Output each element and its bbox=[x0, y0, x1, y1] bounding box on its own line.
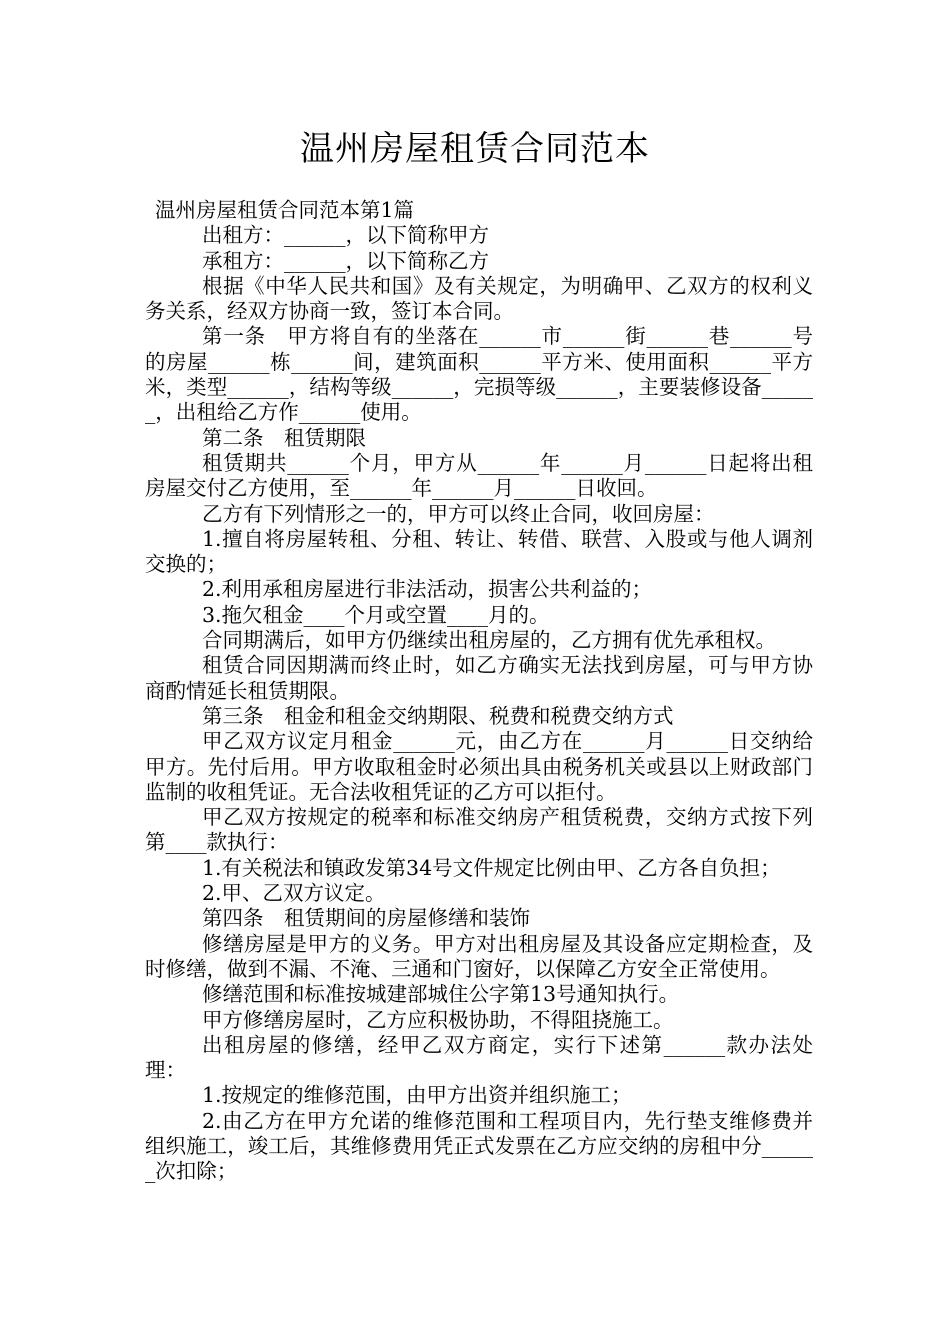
article-1-paragraph: 第一条 甲方将自有的坐落在______市______街______巷______号的房屋______栋______间，建筑面积______平方米、使用面积______平方米，类型______，结构等级______，完损等级______，主要装修设备______，出租给乙方作______使用。 bbox=[145, 324, 813, 425]
document-title: 温州房屋租赁合同范本 bbox=[300, 129, 650, 169]
repair-item-2: 2.由乙方在甲方允诺的维修范围和工程项目内，先行垫支维修费并组织施工，竣工后，其维修费用凭正式发票在乙方应交纳的房租中分______次扣除； bbox=[145, 1108, 813, 1184]
document-body bbox=[145, 198, 813, 1185]
tax-item-1: 1.有关税法和镇政发第34号文件规定比例由甲、乙方各自负担； bbox=[202, 855, 781, 880]
termination-item-2: 2.利用承租房屋进行非法活动，损害公共利益的； bbox=[202, 577, 653, 602]
termination-item-3: 3.拖欠租金____个月或空置____月的。 bbox=[202, 602, 550, 627]
lease-term-paragraph: 租赁期共______个月，甲方从______年______月______日起将出租房屋交付乙方使用，至______年______月______日收回。 bbox=[145, 450, 813, 501]
repair-method-paragraph: 出租房屋的修缮，经甲乙双方商定，实行下述第______款办法处理： bbox=[145, 1032, 813, 1083]
section-subtitle: 温州房屋租赁合同范本第1篇 bbox=[155, 198, 415, 222]
tax-item-2: 2.甲、乙双方议定。 bbox=[202, 881, 386, 906]
termination-item-1: 1.擅自将房屋转租、分租、转让、转借、联营、入股或与他人调剂交换的； bbox=[145, 526, 813, 577]
article-4-heading: 第四条 租赁期间的房屋修缮和装饰 bbox=[202, 906, 530, 931]
article-2-heading: 第二条 租赁期限 bbox=[202, 425, 366, 450]
repair-scope-paragraph: 修缮范围和标准按城建部城住公字第13号通知执行。 bbox=[202, 982, 680, 1007]
rent-payment-paragraph: 甲乙双方议定月租金______元，由乙方在______月______日交纳给甲方。先付后用。甲方收取租金时必须出具由税务机关或县以上财政部门监制的收租凭证。无合法收租凭证的乙方可以拒付。 bbox=[145, 729, 813, 804]
repair-item-1: 1.按规定的维修范围，由甲方出资并组织施工； bbox=[202, 1083, 632, 1108]
lessee-line: 承租方：______，以下简称乙方 bbox=[202, 248, 489, 273]
preamble-paragraph: 根据《中华人民共和国》及有关规定，为明确甲、乙双方的权利义务关系，经双方协商一致，签订本合同。 bbox=[145, 273, 813, 324]
extension-paragraph: 租赁合同因期满而终止时，如乙方确实无法找到房屋，可与甲方协商酌情延长租赁期限。 bbox=[145, 653, 813, 703]
renewal-priority-paragraph: 合同期满后，如甲方仍继续出租房屋的，乙方拥有优先承租权。 bbox=[202, 628, 776, 653]
article-3-heading: 第三条 租金和租金交纳期限、税费和税费交纳方式 bbox=[202, 703, 674, 728]
lessor-line: 出租方：______，以下简称甲方 bbox=[202, 223, 489, 248]
termination-intro-paragraph: 乙方有下列情形之一的，甲方可以终止合同，收回房屋： bbox=[202, 501, 715, 526]
tax-paragraph: 甲乙双方按规定的税率和标准交纳房产租赁税费，交纳方式按下列第____款执行： bbox=[145, 805, 813, 855]
repair-duty-paragraph: 修缮房屋是甲方的义务。甲方对出租房屋及其设备应定期检查，及时修缮，做到不漏、不淹、三通和门窗好，以保障乙方安全正常使用。 bbox=[145, 931, 813, 981]
repair-cooperation-paragraph: 甲方修缮房屋时，乙方应积极协助，不得阻挠施工。 bbox=[202, 1007, 674, 1032]
